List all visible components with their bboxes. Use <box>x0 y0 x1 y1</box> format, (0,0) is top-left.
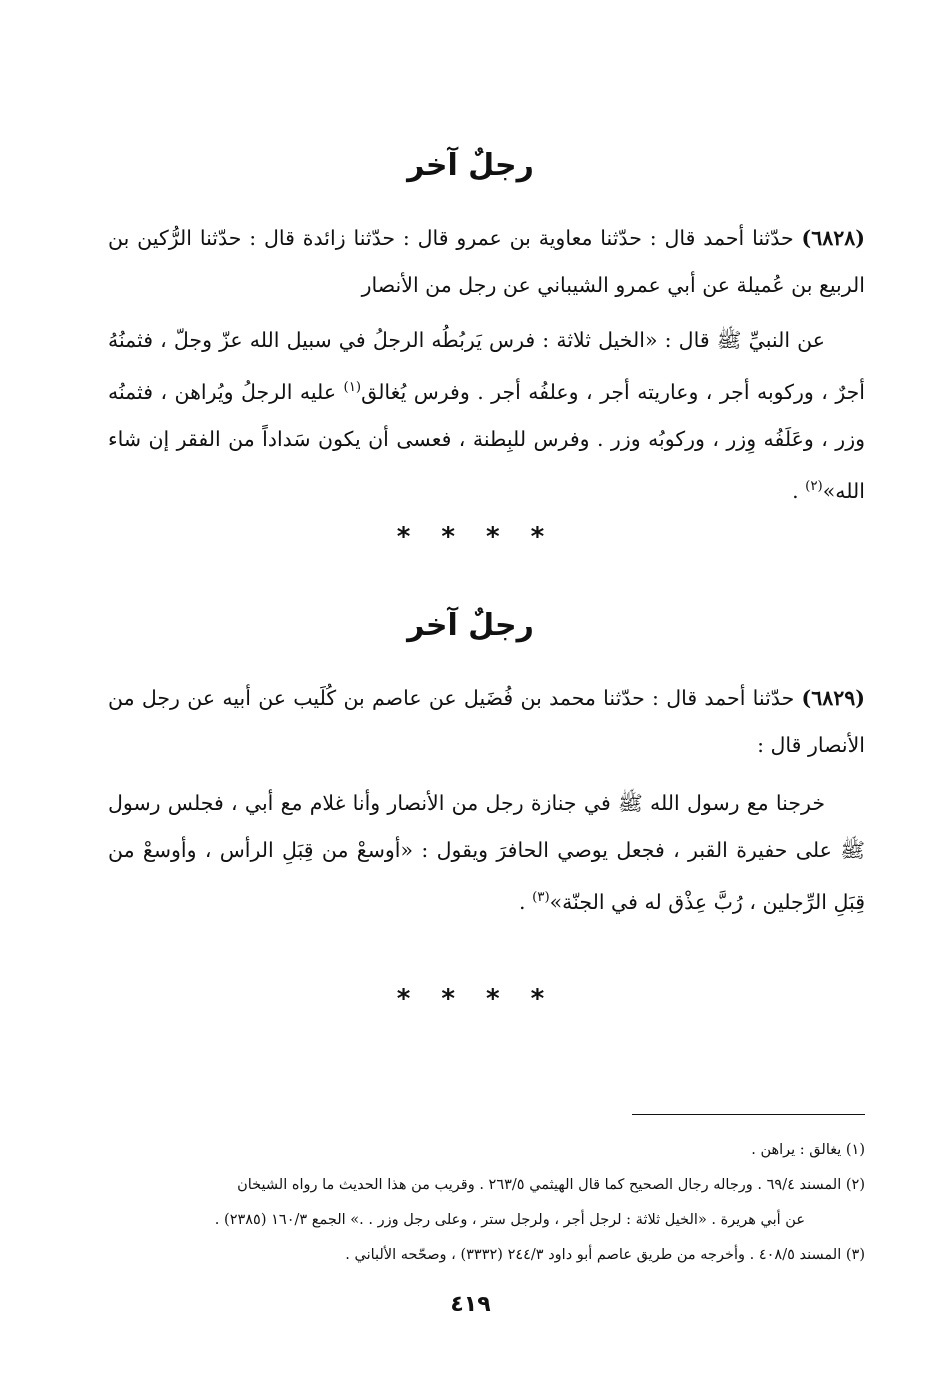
footnote-ref-2[interactable]: (٢) <box>805 478 823 494</box>
section-separator-1: * * * * <box>396 522 545 552</box>
section-separator-2: * * * * <box>396 984 545 1014</box>
period: . <box>519 889 533 914</box>
section-title-2: رجلٌ آخر <box>407 608 534 643</box>
footnote-ref-3[interactable]: (٣) <box>532 890 550 905</box>
hadith-number: (٦٨٢٨) <box>801 226 865 250</box>
footnotes <box>100 1133 865 1273</box>
hadith-matn-6828 <box>108 317 865 515</box>
hadith-number: (٦٨٢٩) <box>801 686 865 710</box>
matn-text: عن النبيِّ ﷺ قال : «الخيل ثلاثة : فرس يَربُطُه الرجلُ في سبيل الله عزّ وجلّ ، فثمنُهُ أجرٌ ، وركوبه أجر ، وعاريته أجر ، وعلفُه أجر . وفرس يُغالق <box>108 328 866 404</box>
section-title-1: رجلٌ آخر <box>407 148 534 183</box>
footnote-2: (٢) المسند ٦٩/٤ . ورجاله رجال الصحيح كما قال الهيثمي ٢٦٣/٥ . وقريب من هذا الحديث ما رواه الشيخان <box>237 1177 865 1193</box>
hadith-isnad-6828 <box>108 215 865 309</box>
matn-text-cont: عليه الرجلُ ويُراهن ، فثمنُه وزر ، وعَلَفُه وِزر ، وركوبُه وزر . وفرس للبِطنة ، فعسى أن يكون سَداداً من الفقر إن شاء الله» <box>108 379 865 503</box>
footnote-rule <box>632 1114 865 1115</box>
footnote-3: (٣) المسند ٤٠٨/٥ . وأخرجه من طريق عاصم أبو داود ٢٤٤/٣ (٣٣٣٢) ، وصحّحه الألباني . <box>345 1247 865 1263</box>
isnad-text: حدّثنا أحمد قال : حدّثنا محمد بن فُضَيل عن عاصم بن كُلَيب عن أبيه عن رجل من الأنصار قال : <box>108 686 865 757</box>
matn-text: خرجنا مع رسول الله ﷺ في جنازة رجل من الأنصار وأنا غلام مع أبي ، فجلس رسول ﷺ على حفيرة القبر ، فجعل يوصي الحافرَ ويقول : «أوسعْ من قِبَلِ الرأس ، وأوسعْ من قِبَلِ الرِّجلين ، رُبَّ عِذْق له في الجنّة» <box>108 791 865 914</box>
footnote-ref-1[interactable]: (١) <box>343 380 362 395</box>
hadith-matn-6829 <box>108 780 865 926</box>
page-number: ٤١٩ <box>450 1292 491 1317</box>
hadith-isnad-6829 <box>108 675 865 769</box>
footnote-1: (١) يغالق : يراهن . <box>751 1142 865 1158</box>
period: . <box>792 478 806 503</box>
isnad-text: حدّثنا أحمد قال : حدّثنا معاوية بن عمرو قال : حدّثنا زائدة قال : حدّثنا الرُّكين بن الربيع بن عُميلة عن أبي عمرو الشيباني عن رجل من الأنصار <box>108 226 865 297</box>
footnote-2-cont: عن أبي هريرة . «الخيل ثلاثة : لرجل أجر ، ولرجل ستر ، وعلى رجل وزر . .» الجمع ١٦٠/٣ (٢٣٨٥) . <box>214 1212 805 1228</box>
